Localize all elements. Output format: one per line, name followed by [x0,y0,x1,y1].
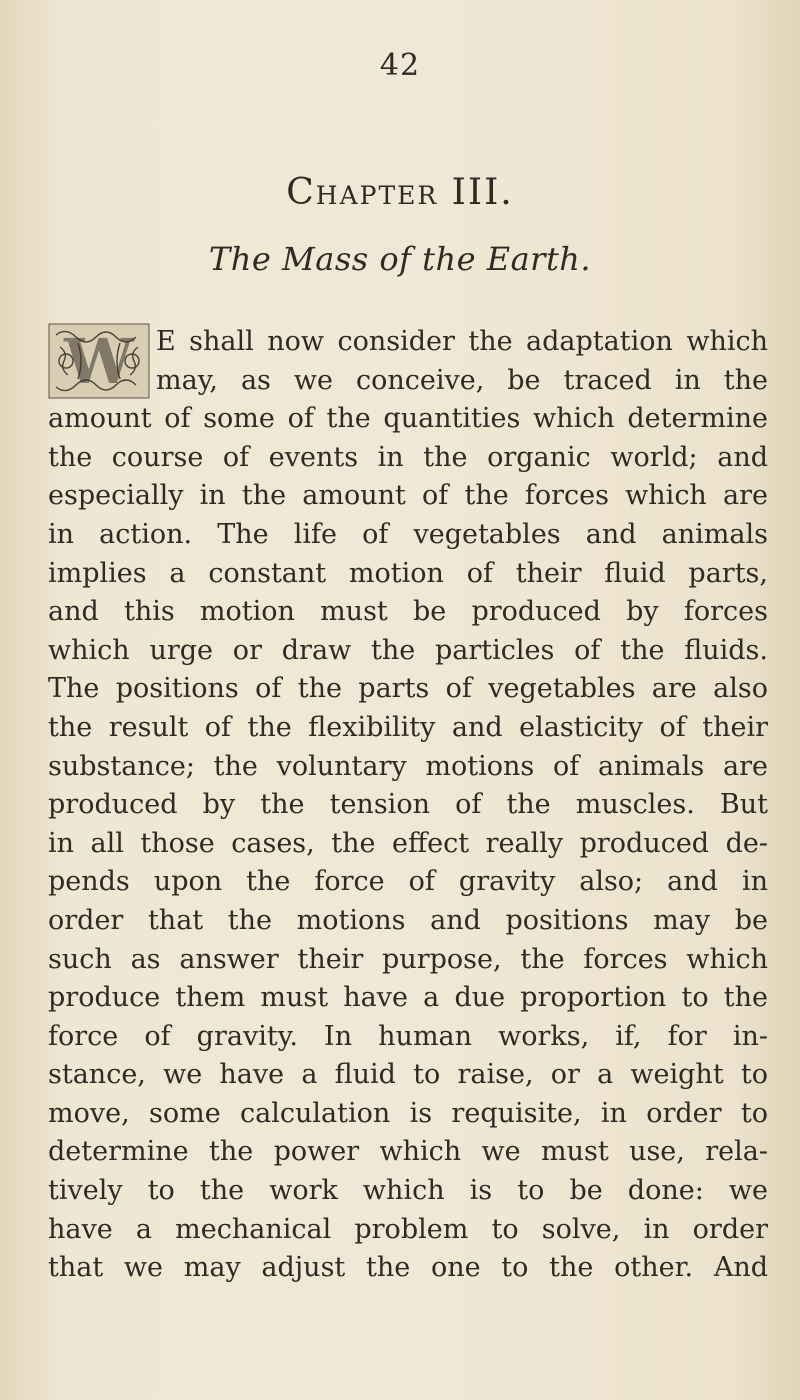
text-line: order that the motions and positions may be [48,904,768,936]
text-line: pends upon the force of gravity also; and in [48,866,768,898]
chapter-title: The Mass of the Earth. [208,240,592,278]
text-line: such as answer their purpose, the forces which [48,943,768,975]
text-line: the course of events in the organic world; and [48,441,768,473]
text-line: and this motion must be produced by forces [48,596,768,628]
body-text [48,323,768,1288]
text-line: have a mechanical problem to solve, in order [48,1213,768,1245]
text-line: produced by the tension of the muscles. But [48,789,768,821]
text-line: amount of some of the quantities which determine [48,403,768,435]
text-line: in all those cases, the effect really produced de- [48,827,768,859]
text-line: determine the power which we must use, rela- [48,1136,768,1168]
text-line: tively to the work which is to be done: we [48,1175,768,1207]
text-line: move, some calculation is requisite, in order to [48,1097,768,1129]
text-line: in action. The life of vegetables and animals [48,518,768,550]
text-line: substance; the voluntary motions of animals are [48,750,768,782]
text-line: may, as we conceive, be traced in the [156,364,768,396]
text-line: produce them must have a due proportion to the [48,982,768,1014]
text-line: implies a constant motion of their fluid parts, [48,557,768,589]
text-line: E shall now consider the adaptation which [156,326,768,357]
text-line: the result of the flexibility and elasticity of their [48,711,768,743]
page-number: 42 [379,48,421,83]
text-line: stance, we have a fluid to raise, or a weight to [48,1059,768,1091]
text-line: that we may adjust the one to the other. And [48,1252,768,1284]
chapter-heading: Chapter III. [286,172,514,213]
drop-cap-letter: W [64,324,134,398]
text-line: which urge or draw the particles of the fluids. [48,634,768,666]
text-line: The positions of the parts of vegetables are also [48,673,768,705]
text-line: force of gravity. In human works, if, for in- [48,1020,768,1052]
text-line: especially in the amount of the forces which are [48,480,768,512]
